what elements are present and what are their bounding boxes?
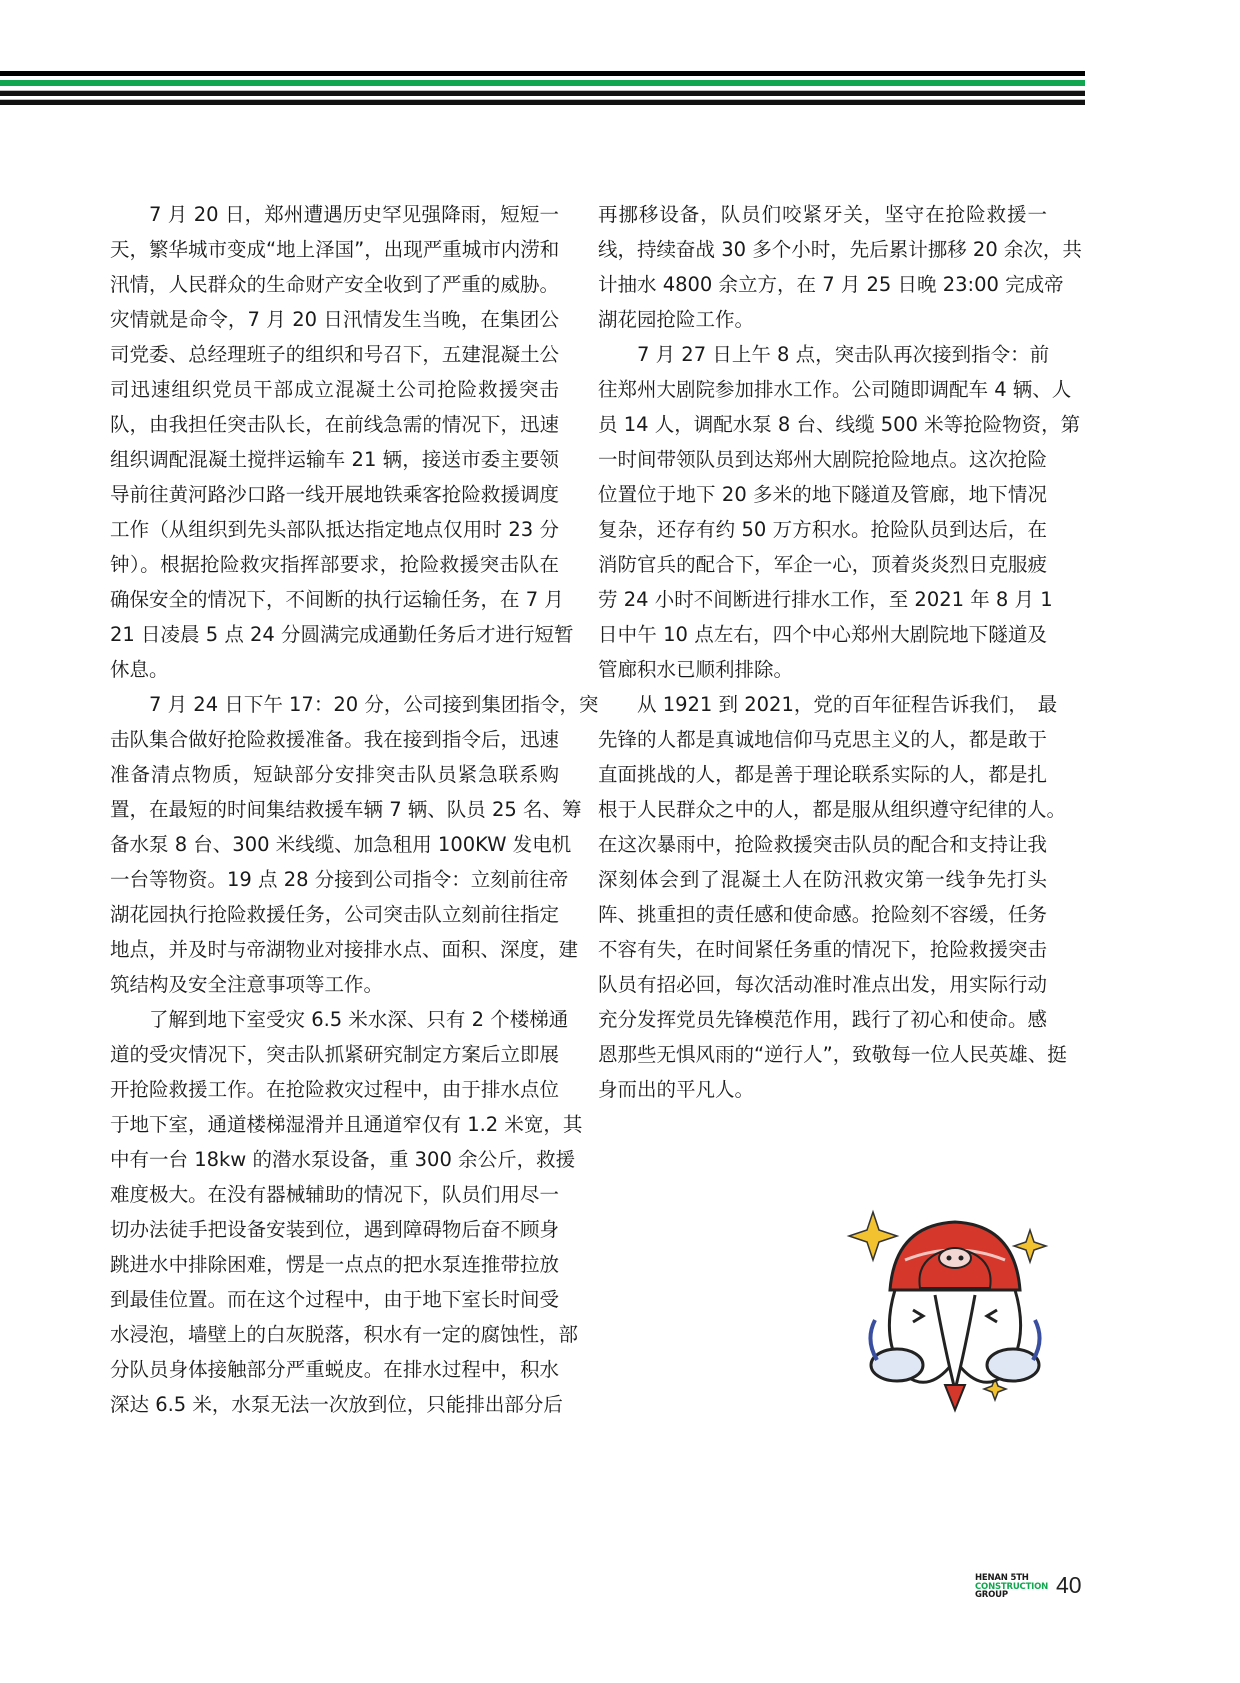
text-line: 队，由我担任突击队长，在前线急需的情况下，迅速 [110,413,559,436]
text-line: 司党委、总经理班子的组织和号召下，五建混凝土公 [110,343,559,366]
page-number: 40 [1056,1572,1082,1598]
article-column-right [598,197,1082,1107]
text-line: 员 14 人，调配水泵 8 台、线缆 500 米等抢险物资，第 [598,413,1081,436]
text-line: 道的受灾情况下，突击队抓紧研究制定方案后立即展 [110,1043,559,1066]
text-line: 天，繁华城市变成“地上泽国”，出现严重城市内涝和 [110,238,560,261]
header-stripe-green [0,80,1085,86]
text-line: 21 日凌晨 5 点 24 分圆满完成通勤任务后才进行短暂 [110,623,574,646]
logo-text-line-1: HENAN 5TH [975,1573,1029,1583]
text-line: 劳 24 小时不间断进行排水工作，至 2021 年 8 月 1 [598,588,1053,611]
text-line: 复杂，还存有约 50 万方积水。抢险队员到达后，在 [598,518,1047,541]
text-line: 计抽水 4800 余立方，在 7 月 25 日晚 23:00 完成帝 [598,273,1064,296]
text-line: 队员有招必回，每次活动准时准点出发，用实际行动 [598,973,1047,996]
text-line: 确保安全的情况下，不间断的执行运输任务，在 7 月 [110,588,564,611]
paragraph [598,687,1067,1107]
text-line: 灾情就是命令，7 月 20 日汛情发生当晚，在集团公 [110,308,559,331]
text-line: 深达 6.5 米，水泵无法一次放到位，只能排出部分后 [110,1393,563,1416]
text-line: 往郑州大剧院参加排水工作。公司随即调配车 4 辆、人 [598,378,1072,401]
text-line: 筑结构及安全注意事项等工作。 [110,973,384,996]
text-line: 导前往黄河路沙口路一线开展地铁乘客抢险救援调度 [110,483,559,506]
text-line: 管廊积水已顺利排除。 [598,658,794,681]
text-line: 7 月 20 日，郑州遭遇历史罕见强降雨，短短一 [149,203,559,226]
paragraph [110,197,574,687]
text-line: 中有一台 18kw 的潜水泵设备，重 300 余公斤，救援 [110,1148,576,1171]
text-line: 日中午 10 点左右，四个中心郑州大剧院地下隧道及 [598,623,1047,646]
header-stripe-black-3 [0,99,1085,105]
mascot-helmet-character-icon [835,1200,1060,1415]
article-column-left [110,197,599,1422]
paragraph [110,687,599,1002]
text-line: 阵、挑重担的责任感和使命感。抢险刻不容缓，任务 [598,903,1047,926]
text-line: 消防官兵的配合下，军企一心，顶着炎炎烈日克服疲 [598,553,1047,576]
text-line: 7 月 24 日下午 17：20 分，公司接到集团指令，突 [149,693,599,716]
text-line: 准备清点物质，短缺部分安排突击队员紧急联系购 [110,763,559,786]
text-line: 分队员身体接触部分严重蜕皮。在排水过程中，积水 [110,1358,559,1381]
text-line: 于地下室，通道楼梯湿滑并且通道窄仅有 1.2 米宽，其 [110,1113,583,1136]
text-line: 湖花园抢险工作。 [598,308,755,331]
text-line: 一时间带领队员到达郑州大剧院抢险地点。这次抢险 [598,448,1047,471]
text-line: 工作（从组织到先头部队抵达指定地点仅用时 23 分 [110,518,559,541]
text-line: 位置位于地下 20 多米的地下隧道及管廊，地下情况 [598,483,1047,506]
text-line: 难度极大。在没有器械辅助的情况下，队员们用尽一 [110,1183,559,1206]
text-line: 到最佳位置。而在这个过程中，由于地下室长时间受 [110,1288,559,1311]
text-line: 跳进水中排除困难，愣是一点点的把水泵连推带拉放 [110,1253,559,1276]
text-line: 根于人民群众之中的人，都是服从组织遵守纪律的人。 [598,798,1067,821]
text-line: 切办法徒手把设备安装到位，遇到障碍物后奋不顾身 [110,1218,559,1241]
text-line: 水浸泡，墙壁上的白灰脱落，积水有一定的腐蚀性，部 [110,1323,579,1346]
text-line: 身而出的平凡人。 [598,1078,755,1101]
logo-text-line-2: CONSTRUCTION [975,1581,1049,1592]
text-line: 恩那些无惧风雨的“逆行人”，致敬每一位人民英雄、挺 [598,1043,1067,1066]
text-line: 直面挑战的人，都是善于理论联系实际的人，都是扎 [598,763,1047,786]
paragraph [598,337,1081,687]
text-line: 置，在最短的时间集结救援车辆 7 辆、队员 25 名、筹 [110,798,582,821]
company-logo [975,1574,1048,1600]
text-line: 休息。 [110,658,169,681]
text-line: 地点，并及时与帝湖物业对接排水点、面积、深度，建 [110,938,579,961]
text-line: 开抢险救援工作。在抢险救灾过程中，由于排水点位 [110,1078,559,1101]
text-line: 线，持续奋战 30 多个小时，先后累计挪移 20 余次，共 [598,238,1082,261]
text-line: 从 1921 到 2021，党的百年征程告诉我们， 最 [637,693,1058,716]
text-line: 击队集合做好抢险救援准备。我在接到指令后，迅速 [110,728,559,751]
text-line: 司迅速组织党员干部成立混凝土公司抢险救援突击 [110,378,559,401]
text-line: 不容有失，在时间紧任务重的情况下，抢险救援突击 [598,938,1047,961]
text-line: 备水泵 8 台、300 米线缆、加急租用 100KW 发电机 [110,833,572,856]
text-line: 湖花园执行抢险救援任务，公司突击队立刻前往指定 [110,903,559,926]
header-stripe-black-1 [0,71,1085,76]
text-line: 充分发挥党员先锋模范作用，践行了初心和使命。感 [598,1008,1047,1031]
header-stripe-black-2 [0,90,1085,96]
text-line: 组织调配混凝土搅拌运输车 21 辆，接送市委主要领 [110,448,559,471]
paragraph [598,197,1082,337]
paragraph [110,1002,583,1422]
text-line: 了解到地下室受灾 6.5 米水深、只有 2 个楼梯通 [149,1008,569,1031]
text-line: 汛情，人民群众的生命财产安全收到了严重的威胁。 [110,273,559,296]
text-line: 先锋的人都是真诚地信仰马克思主义的人，都是敢于 [598,728,1047,751]
text-line: 7 月 27 日上午 8 点，突击队再次接到指令：前 [637,343,1050,366]
logo-text-line-3: GROUP [975,1590,1008,1600]
text-line: 钟）。根据抢险救灾指挥部要求，抢险救援突击队在 [110,553,559,576]
text-line: 深刻体会到了混凝土人在防汛救灾第一线争先打头 [598,868,1047,891]
text-line: 再挪移设备，队员们咬紧牙关，坚守在抢险救援一 [598,203,1047,226]
text-line: 一台等物资。19 点 28 分接到公司指令：立刻前往帝 [110,868,569,891]
text-line: 在这次暴雨中，抢险救援突击队员的配合和支持让我 [598,833,1047,856]
